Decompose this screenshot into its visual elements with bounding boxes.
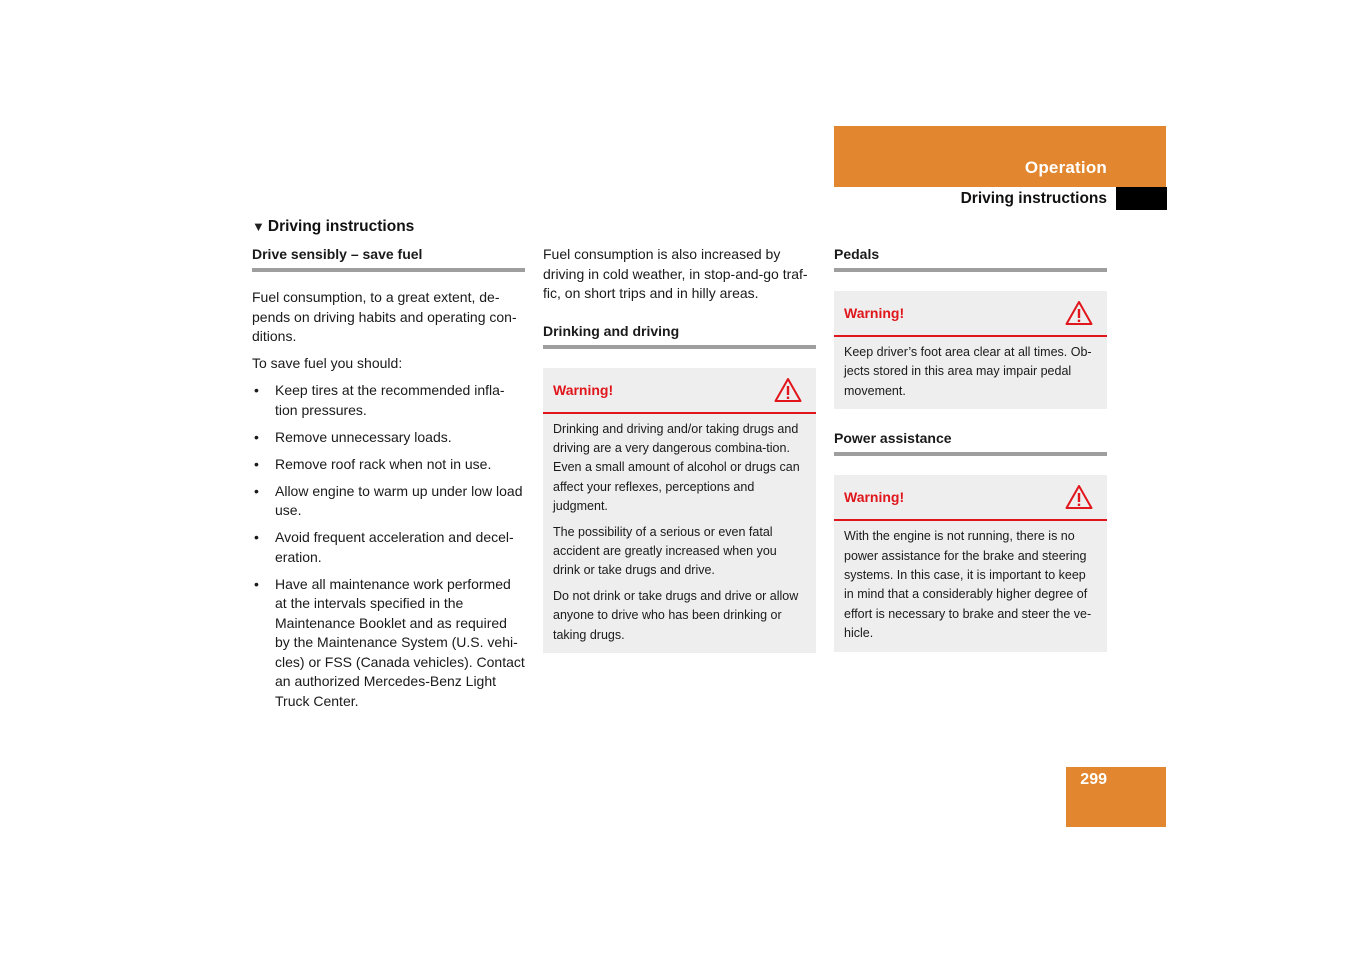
subhead-drinking-driving: Drinking and driving bbox=[543, 322, 816, 349]
chapter-title: Operation bbox=[1024, 158, 1107, 177]
warning-triangle-icon bbox=[774, 377, 802, 403]
page-title-text: Driving instructions bbox=[267, 218, 415, 235]
warning-body bbox=[834, 337, 1107, 409]
paragraph-save-fuel-lead: To save fuel you should: bbox=[252, 355, 403, 371]
warning-box-pedals bbox=[834, 291, 1107, 409]
page-title bbox=[252, 218, 414, 236]
section-marker bbox=[1116, 187, 1167, 210]
warning-paragraph: With the engine is not running, there is no power assistance for the brake and steering systems. In this case, it is important to keep in mind that a considerably higher degree of effort is necessary to brake and steer the ve-hicle. bbox=[844, 529, 1092, 641]
warning-box-power-assistance bbox=[834, 475, 1107, 651]
list-item: • Keep tires at the recommended infla-tion pressures. bbox=[252, 381, 525, 420]
page-number: 299 bbox=[1080, 771, 1107, 788]
column-middle bbox=[543, 245, 816, 653]
warning-paragraph: Keep driver’s foot area clear at all times. Ob-jects stored in this area may impair pedal movement. bbox=[844, 345, 1092, 398]
warning-paragraph: The possibility of a serious or even fatal accident are greatly increased when you drink or take drugs and drive. bbox=[553, 524, 777, 578]
column-right bbox=[834, 245, 1107, 652]
warning-triangle-icon bbox=[1065, 300, 1093, 326]
list-item: • Remove unnecessary loads. bbox=[252, 428, 525, 448]
list-item: • Remove roof rack when not in use. bbox=[252, 455, 525, 475]
subhead-pedals: Pedals bbox=[834, 245, 1107, 272]
warning-body bbox=[543, 414, 816, 653]
subhead-power-assistance: Power assistance bbox=[834, 429, 1107, 456]
triangle-down-icon: ▼ bbox=[252, 219, 265, 234]
warning-body bbox=[834, 521, 1107, 651]
warning-paragraph: Do not drink or take drugs and drive or allow anyone to drive who has been drinking or taking drugs. bbox=[553, 588, 799, 642]
paragraph-fuel-increase: Fuel consumption is also increased by driving in cold weather, in stop-and-go traf-fic, on short trips and in hilly areas. bbox=[543, 246, 808, 301]
list-item: • Have all maintenance work performed at the intervals specified in the Maintenance Booklet and as required by the Maintenance System (U.S. vehi-cles) or FSS (Canada vehicles). Contact an authorized Mercedes-Benz Light Truck Center. bbox=[252, 575, 525, 712]
warning-label: Warning! bbox=[553, 381, 614, 398]
column-left bbox=[252, 245, 525, 719]
list-item: • Avoid frequent acceleration and decel-eration. bbox=[252, 528, 525, 567]
list-item: • Allow engine to warm up under low load use. bbox=[252, 482, 525, 521]
fuel-tips-list bbox=[252, 381, 525, 711]
warning-paragraph: Drinking and driving and/or taking drugs and driving are a very dangerous combina-tion. Even a small amount of alcohol or drugs can affect your reflexes, perceptions and judgment. bbox=[553, 421, 800, 514]
paragraph-fuel-intro: Fuel consumption, to a great extent, de-pends on driving habits and operating con-ditions. bbox=[252, 289, 517, 344]
section-title: Driving instructions bbox=[960, 190, 1107, 207]
warning-header bbox=[834, 475, 1107, 521]
warning-label: Warning! bbox=[844, 489, 905, 506]
warning-header bbox=[543, 368, 816, 414]
warning-triangle-icon bbox=[1065, 484, 1093, 510]
subhead-save-fuel: Drive sensibly – save fuel bbox=[252, 245, 525, 272]
warning-header bbox=[834, 291, 1107, 337]
warning-box-drinking bbox=[543, 368, 816, 653]
warning-label: Warning! bbox=[844, 305, 905, 321]
